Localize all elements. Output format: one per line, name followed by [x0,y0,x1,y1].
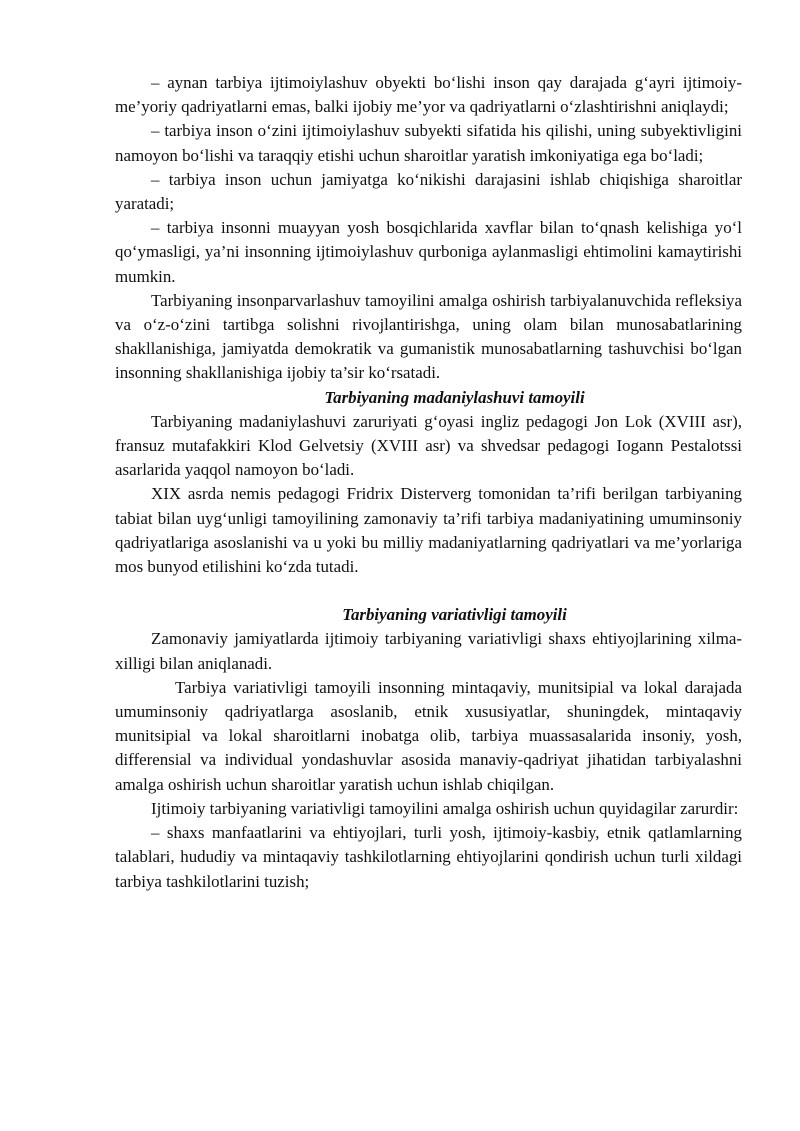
paragraph-society-adaptation: – tarbiya inson uchun jamiyatga ko‘nikishi darajasini ishlab chiqishiga sharoitlar yaratadi; [115,169,742,214]
section-heading-variativity: Tarbiyaning variativligi tamoyili [342,605,567,625]
paragraph-variativity-intro: Zamonaviy jamiyatlarda ijtimoiy tarbiyaning variativligi shaxs ehtiyojlarining xilma-xilligi bilan aniqlanadi. [115,629,742,673]
paragraph-socialization-object: – aynan tarbiya ijtimoiylashuv obyekti bo‘lishi inson qay darajada g‘ayri ijtimoiy-me’yoriy qadriyatlarni emas, balki ijobiy me’yor va qadriyatlarni o‘zlashtirishni aniqlaydi; [115,73,742,117]
paragraph-variativity-principle: Tarbiya variativligi tamoyili insonning mintaqaviy, munitsipial va lokal darajada umuminsoniy qadriyatlarga asoslanib, etnik xususiyatlar, shuningdek, mintaqaviy munitsipial va lokal sharoitlarni inobatga olib, tarbiya muassasalarida insoniy, yosh, differensial va individual yondashuvlar asosida manaviy-qadriyat jihatidan tarbiyalashni amalga oshirish uchun sharoitlar yaratish uchun ishlab chiqilgan. [115,677,742,794]
document-page [115,71,742,894]
paragraph-culturalization-idea: Tarbiyaning madaniylashuvi zaruriyati g‘oyasi ingliz pedagogi Jon Lok (XVIII asr), fransuz mutafakkiri Klod Gelvetsiy (XVIII asr) va shvedsar pedagogi Iogann Pestalotssi asarlarida yaqqol namoyon bo‘ladi. [115,411,742,480]
section-heading-culturalization: Tarbiyaning madaniylashuvi tamoyili [324,387,585,407]
section-spacer [115,579,742,603]
paragraph-disterverg-definition: XIX asrda nemis pedagogi Fridrix Disterverg tomonidan ta’rifi berilgan tarbiyaning tabiat bilan uyg‘unligi tamoyilining zamonaviy ta’rifi tarbiya madaniyatining umuminsoniy qadriyatlariga asoslanishi va u yoki bu milliy madaniyatlarning qadriyatlari va me’yorlariga mos bunyod etilishini ko‘zda tutadi. [115,484,742,577]
paragraph-requirements-intro: Ijtimoiy tarbiyaning variativligi tamoyilini amalga oshirish uchun quyidagilar zarurdir: [151,798,739,818]
paragraph-humanization-principle: Tarbiyaning insonparvarlashuv tamoyilini amalga oshirish tarbiyalanuvchida refleksiya va o‘z-o‘zini tartibga solishni rivojlantirishga, uning olam bilan munosabatlarining shakllanishiga, jamiyatda demokratik va gumanistik munosabatlarning tashuvchisi bo‘lgan insonning shakllanishiga ijobiy ta’sir ko‘rsatadi. [115,290,742,383]
paragraph-risk-reduction: – tarbiya insonni muayyan yosh bosqichlarida xavflar bilan to‘qnash kelishiga yo‘l qo‘ymasligi, ya’ni insonning ijtimoiylashuv qurboniga aylanmasligi ehtimolini kamaytirishi mumkin. [115,218,742,286]
paragraph-socialization-subject: – tarbiya inson o‘zini ijtimoiylashuv subyekti sifatida his qilishi, uning subyektivligini namoyon bo‘lishi va taraqqiy etishi uchun sharoitlar yaratish imkoniyatiga ega bo‘ladi; [115,121,742,165]
paragraph-requirement-organizations: – shaxs manfaatlarini va ehtiyojlari, turli yosh, ijtimoiy-kasbiy, etnik qatlamlarning talablari, hududiy va mintaqaviy tashkilotlarning ehtiyojlarini qondirish uchun turli xildagi tarbiya tashkilotlarini tuzish; [115,823,742,891]
